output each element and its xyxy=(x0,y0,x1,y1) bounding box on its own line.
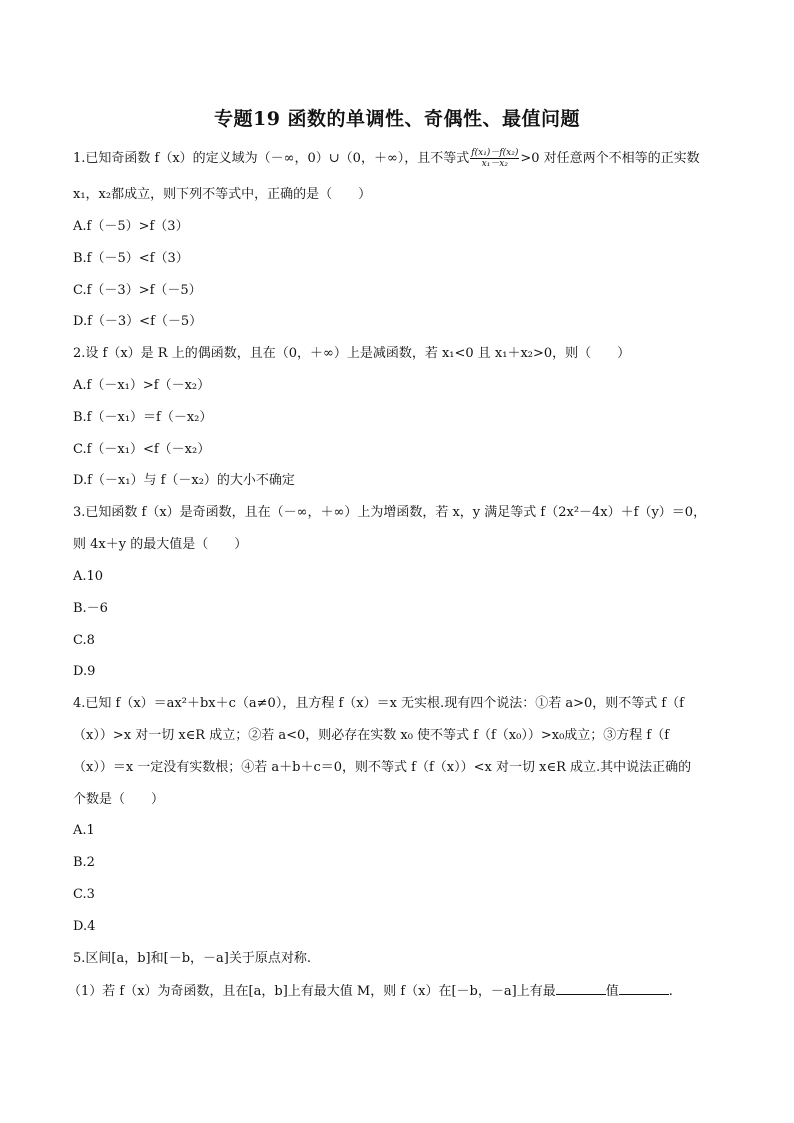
q4-stem-line4: 个数是（ ） xyxy=(73,792,165,807)
q1-option-d: D.f（－3）<f（－5） xyxy=(73,314,203,329)
q1-fraction xyxy=(470,148,519,169)
q5-part1-text-c: . xyxy=(668,984,673,999)
q4-option-c: C.3 xyxy=(73,887,95,902)
q5-part1-text-b: 值 xyxy=(605,984,619,999)
q1-fraction-numerator: f(x₁)－f(x₂) xyxy=(471,148,519,158)
q4-option-d: D.4 xyxy=(73,919,96,934)
q3-stem-line1: 3.已知函数 f（x）是奇函数，且在（－∞，＋∞）上为增函数，若 x，y 满足等式 f（2x²－4x）＋f（y）＝0， xyxy=(73,505,707,520)
q4-stem-line3: （x））＝x 一定没有实数根；④若 a＋b＋c＝0，则不等式 f（f（x））<x 对一切 x∈R 成立.其中说法正确的 xyxy=(73,760,692,775)
q2-option-a: A.f（－x₁）>f（－x₂） xyxy=(73,378,211,393)
q1-option-a: A.f（－5）>f（3） xyxy=(73,219,189,234)
page-title: 专题19 函数的单调性、奇偶性、最值问题 xyxy=(213,108,581,130)
q4-stem-line2: （x））>x 对一切 x∈R 成立；②若 a<0，则必存在实数 x₀ 使不等式 f（f（x₀））>x₀成立；③方程 f（f xyxy=(73,728,670,743)
q5-part1 xyxy=(68,982,673,1001)
q4-option-a: A.1 xyxy=(73,823,95,838)
q2-option-d: D.f（－x₁）与 f（－x₂）的大小不确定 xyxy=(73,473,295,488)
q4-option-b: B.2 xyxy=(73,855,95,870)
q1-stem-line2: x₁，x₂都成立，则下列不等式中，正确的是（ ） xyxy=(73,187,372,202)
q3-option-b: B.－6 xyxy=(73,601,108,616)
q1-stem-part-a: 1.已知奇函数 f（x）的定义域为（－∞，0）∪（0，＋∞），且不等式 xyxy=(73,151,470,166)
q5-answer-blank-2[interactable] xyxy=(619,982,669,995)
q3-option-a: A.10 xyxy=(73,569,104,584)
q1-option-b: B.f（－5）<f（3） xyxy=(73,251,189,266)
q3-option-c: C.8 xyxy=(73,633,95,648)
q2-option-b: B.f（－x₁）＝f（－x₂） xyxy=(73,410,213,425)
q3-option-d: D.9 xyxy=(73,664,96,679)
q3-stem-line2: 则 4x＋y 的最大值是（ ） xyxy=(73,537,248,552)
q1-fraction-denominator: x₁－x₂ xyxy=(481,159,508,169)
q2-option-c: C.f（－x₁）<f（－x₂） xyxy=(73,442,211,457)
q4-stem-line1: 4.已知 f（x）＝ax²＋bx＋c（a≠0），且方程 f（x）＝x 无实根.现有四个说法：①若 a>0，则不等式 f（f xyxy=(73,696,684,711)
q5-stem: 5.区间[a，b]和[－b，－a]关于原点对称. xyxy=(73,951,311,966)
q1-stem-line1 xyxy=(73,148,700,169)
q5-answer-blank-1[interactable] xyxy=(556,982,606,995)
q1-stem-part-b: >0 对任意两个不相等的正实数 xyxy=(520,151,700,166)
q1-option-c: C.f（－3）>f（－5） xyxy=(73,283,202,298)
q2-stem: 2.设 f（x）是 R 上的偶函数，且在（0，＋∞）上是减函数，若 x₁<0 且 x₁＋x₂>0，则（ ） xyxy=(73,346,631,361)
q5-part1-text-a: （1）若 f（x）为奇函数，且在[a，b]上有最大值 M，则 f（x）在[－b，－a]上有最 xyxy=(68,984,556,999)
